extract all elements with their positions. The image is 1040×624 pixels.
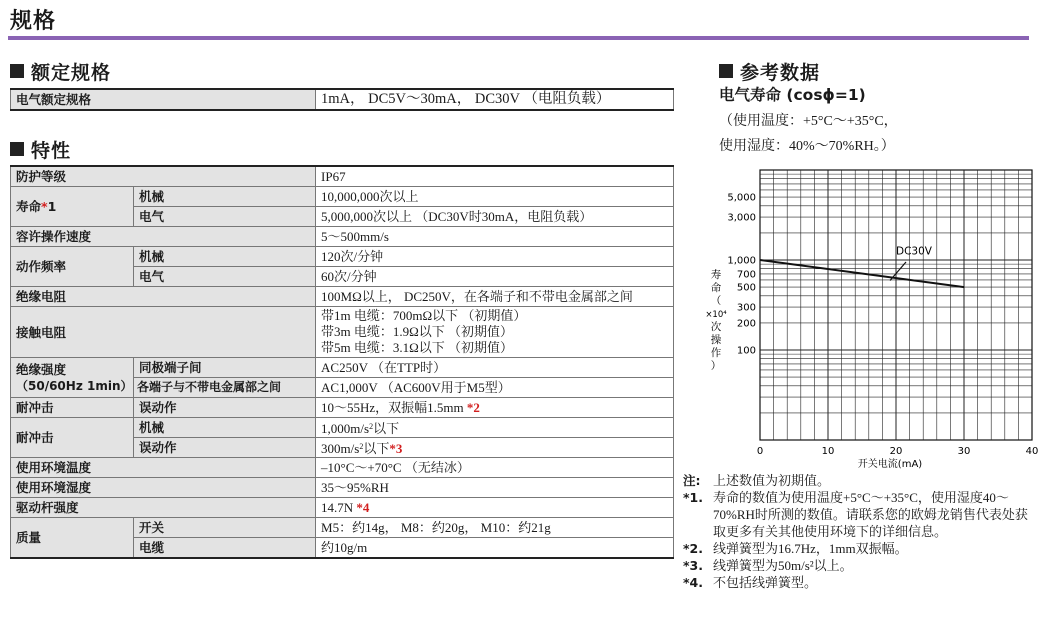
speed-value: 5～500mm/s: [316, 227, 674, 247]
contact-line-1m: 带1m 电缆：700mΩ以下 （初期值）: [321, 308, 527, 323]
shock-mal-value-post: 以下: [363, 441, 390, 456]
shock-mal-value: [316, 438, 674, 458]
table-row: [11, 247, 674, 267]
life-mech-label: 机械: [134, 187, 316, 207]
page-title: 规格: [10, 9, 57, 34]
speed-label: 容许操作速度: [11, 227, 316, 247]
title-rule: [8, 36, 1029, 40]
table-row: [11, 458, 674, 478]
shock-mech-value-pre: 1,000m/s: [321, 421, 370, 436]
life-note: 1: [47, 199, 57, 214]
dielectric-label-line1: 绝缘强度: [16, 361, 67, 377]
vibration-value-text: 10～55Hz，双振幅1.5mm: [321, 400, 464, 415]
square-bullet-icon: [10, 64, 24, 78]
chart-x-ticks: [757, 446, 1039, 457]
vibration-sub-label: 误动作: [134, 398, 316, 418]
note-row: [683, 472, 1033, 489]
rated-heading-text: 额定规格: [31, 62, 112, 84]
note-text: 线弹簧型为16.7Hz，1mm双振幅。: [713, 541, 908, 556]
humidity-label: 使用环境湿度: [11, 478, 316, 498]
insulation-value: 100MΩ以上， DC250V，在各端子和不带电金属部之间: [316, 287, 674, 307]
notes: [683, 472, 1033, 591]
contact-label: 接触电阻: [11, 307, 316, 358]
x-tick-label: 10: [821, 446, 835, 457]
table-row: [11, 498, 674, 518]
y-label-char: 作: [710, 347, 722, 359]
vibration-note: 2: [473, 400, 480, 415]
life-elec-label: 电气: [134, 207, 316, 227]
frequency-elec-label: 电气: [134, 267, 316, 287]
table-row: [11, 358, 674, 378]
characteristics-table: [10, 165, 674, 559]
rod-label: 驱动杆强度: [11, 498, 316, 518]
mass-cable-label: 电缆: [134, 538, 316, 559]
note-row: [683, 574, 1033, 591]
shock-mal-sup: 2: [359, 442, 364, 451]
note-tag: *3.: [683, 558, 703, 573]
dielectric-label: [11, 358, 134, 398]
temp-label: 使用环境温度: [11, 458, 316, 478]
reference-subheading: 电气寿命 (cosϕ=1): [719, 86, 866, 104]
shock-mech-sup: 2: [369, 422, 374, 431]
chart-grid: [760, 170, 1032, 440]
rated-table: [10, 88, 674, 111]
shock-label: 耐冲击: [11, 418, 134, 458]
frequency-elec-value: 60次/分钟: [316, 267, 674, 287]
protection-label: 防护等级: [11, 166, 316, 187]
rod-value: [316, 498, 674, 518]
dielectric-sub2-value: AC1,000V （AC600V用于M5型）: [316, 378, 674, 398]
shock-mech-value-post: 以下: [373, 421, 400, 436]
life-mech-value: 10,000,000次以上: [316, 187, 674, 207]
annotation-dc30v: DC30V: [896, 245, 932, 258]
life-label-text: 寿命: [16, 199, 42, 214]
vibration-value: [316, 398, 674, 418]
table-row: [11, 518, 674, 538]
asterisk-icon: *: [389, 441, 396, 456]
y-tick-label: 3,000: [727, 212, 756, 224]
note-text: 不包括线弹簧型。: [713, 575, 818, 590]
note-text: 寿命的数值为使用温度+5°C～+35°C，使用湿度40～70%RH时所测的数值。请联系您的欧姆龙销售代表处获取更多有关其他使用环境下的详细信息。: [713, 490, 1028, 539]
temp-value: –10°C～+70°C （无结冰）: [316, 458, 674, 478]
note-row: [683, 540, 1033, 557]
mass-switch-value: M5：约14g， M8：约20g， M10：约21g: [316, 518, 674, 538]
frequency-label: 动作频率: [11, 247, 134, 287]
rod-note: 4: [362, 500, 370, 515]
asterisk-icon: *: [466, 400, 474, 415]
vibration-label: 耐冲击: [11, 398, 134, 418]
rated-heading: [10, 58, 111, 85]
x-tick-label: 30: [957, 446, 971, 457]
y-label-char: 操: [710, 334, 722, 346]
x-tick-label: 0: [756, 446, 764, 457]
x-tick-label: 20: [889, 446, 903, 457]
dielectric-sub1-value: AC250V （在TTP时）: [316, 358, 674, 378]
humidity-value: 35～95%RH: [316, 478, 674, 498]
note-tag: 注:: [683, 473, 701, 488]
life-label: [11, 187, 134, 227]
dielectric-label-line2: （50/60Hz 1min）: [16, 378, 133, 393]
y-label-char: 次: [710, 321, 722, 333]
mass-cable-value: 约10g/m: [316, 538, 674, 559]
y-tick-label: 5,000: [727, 192, 756, 204]
table-row: [11, 287, 674, 307]
note-text: 上述数值为初期值。: [713, 473, 831, 488]
y-tick-label: 500: [736, 282, 756, 294]
shock-mal-label: 误动作: [134, 438, 316, 458]
rated-label: 电气额定规格: [11, 89, 316, 110]
y-label-char: 寿: [710, 269, 722, 281]
y-tick-label: 200: [736, 318, 756, 330]
mass-switch-label: 开关: [134, 518, 316, 538]
contact-line-3m: 带3m 电缆：1.9Ω以下 （初期值）: [321, 324, 514, 339]
chart-x-label: 开关电流(mA): [857, 459, 923, 470]
y-label-char: ×10⁴: [705, 310, 727, 320]
mass-label: 质量: [11, 518, 134, 559]
table-row: [11, 418, 674, 438]
table-row: [11, 89, 674, 110]
square-bullet-icon: [10, 142, 24, 156]
chart-y-ticks: [727, 193, 756, 357]
note-tag: *2.: [683, 541, 703, 556]
note-text: 线弹簧型为50m/s²以上。: [713, 558, 853, 573]
frequency-mech-value: 120次/分钟: [316, 247, 674, 267]
chart-y-label: [705, 268, 727, 372]
characteristics-heading-text: 特性: [31, 140, 72, 162]
x-tick-label: 40: [1025, 446, 1039, 457]
y-tick-label: 700: [736, 269, 756, 281]
contact-line-5m: 带5m 电缆：3.1Ω以下 （初期值）: [321, 340, 514, 355]
dielectric-sub1-label: 同极端子间: [134, 358, 316, 378]
y-tick-label: 1,000: [727, 255, 756, 267]
square-bullet-icon: [719, 64, 733, 78]
y-label-char: 命: [710, 282, 722, 294]
characteristics-heading: [10, 136, 71, 163]
y-label-char: ）: [710, 360, 722, 372]
dielectric-sub2-label: 各端子与不带电金属部之间: [134, 378, 316, 398]
reference-heading-text: 参考数据: [740, 62, 821, 84]
asterisk-icon: *: [41, 199, 48, 214]
y-tick-label: 100: [736, 345, 756, 357]
note-row: [683, 489, 1033, 540]
note-row: [683, 557, 1033, 574]
note-tag: *1.: [683, 490, 703, 505]
shock-mal-value-pre: 300m/s: [321, 441, 360, 456]
contact-value: [316, 307, 674, 358]
reference-condition-1: （使用温度：+5°C～+35°C，: [719, 114, 898, 129]
life-elec-value: 5,000,000次以上 （DC30V时30mA，电阻负载）: [316, 207, 674, 227]
shock-mech-value: [316, 418, 674, 438]
table-row: [11, 307, 674, 358]
table-row: [11, 478, 674, 498]
frequency-mech-label: 机械: [134, 247, 316, 267]
insulation-label: 绝缘电阻: [11, 287, 316, 307]
protection-value: IP67: [316, 166, 674, 187]
life-chart: [700, 160, 1040, 480]
table-row: [11, 187, 674, 207]
shock-mech-label: 机械: [134, 418, 316, 438]
rod-value-text: 14.7N: [321, 500, 354, 515]
rated-value: 1mA， DC5V～30mA， DC30V （电阻负载）: [316, 89, 674, 110]
note-tag: *4.: [683, 575, 703, 590]
y-label-char: （: [710, 295, 722, 307]
table-row: [11, 166, 674, 187]
table-row: [11, 398, 674, 418]
shock-mal-note: 3: [395, 441, 403, 456]
reference-condition-2: 使用湿度：40%～70%RH。）: [719, 139, 895, 154]
reference-heading: [719, 58, 820, 85]
table-row: [11, 227, 674, 247]
asterisk-icon: *: [356, 500, 363, 515]
y-tick-label: 300: [736, 302, 756, 314]
